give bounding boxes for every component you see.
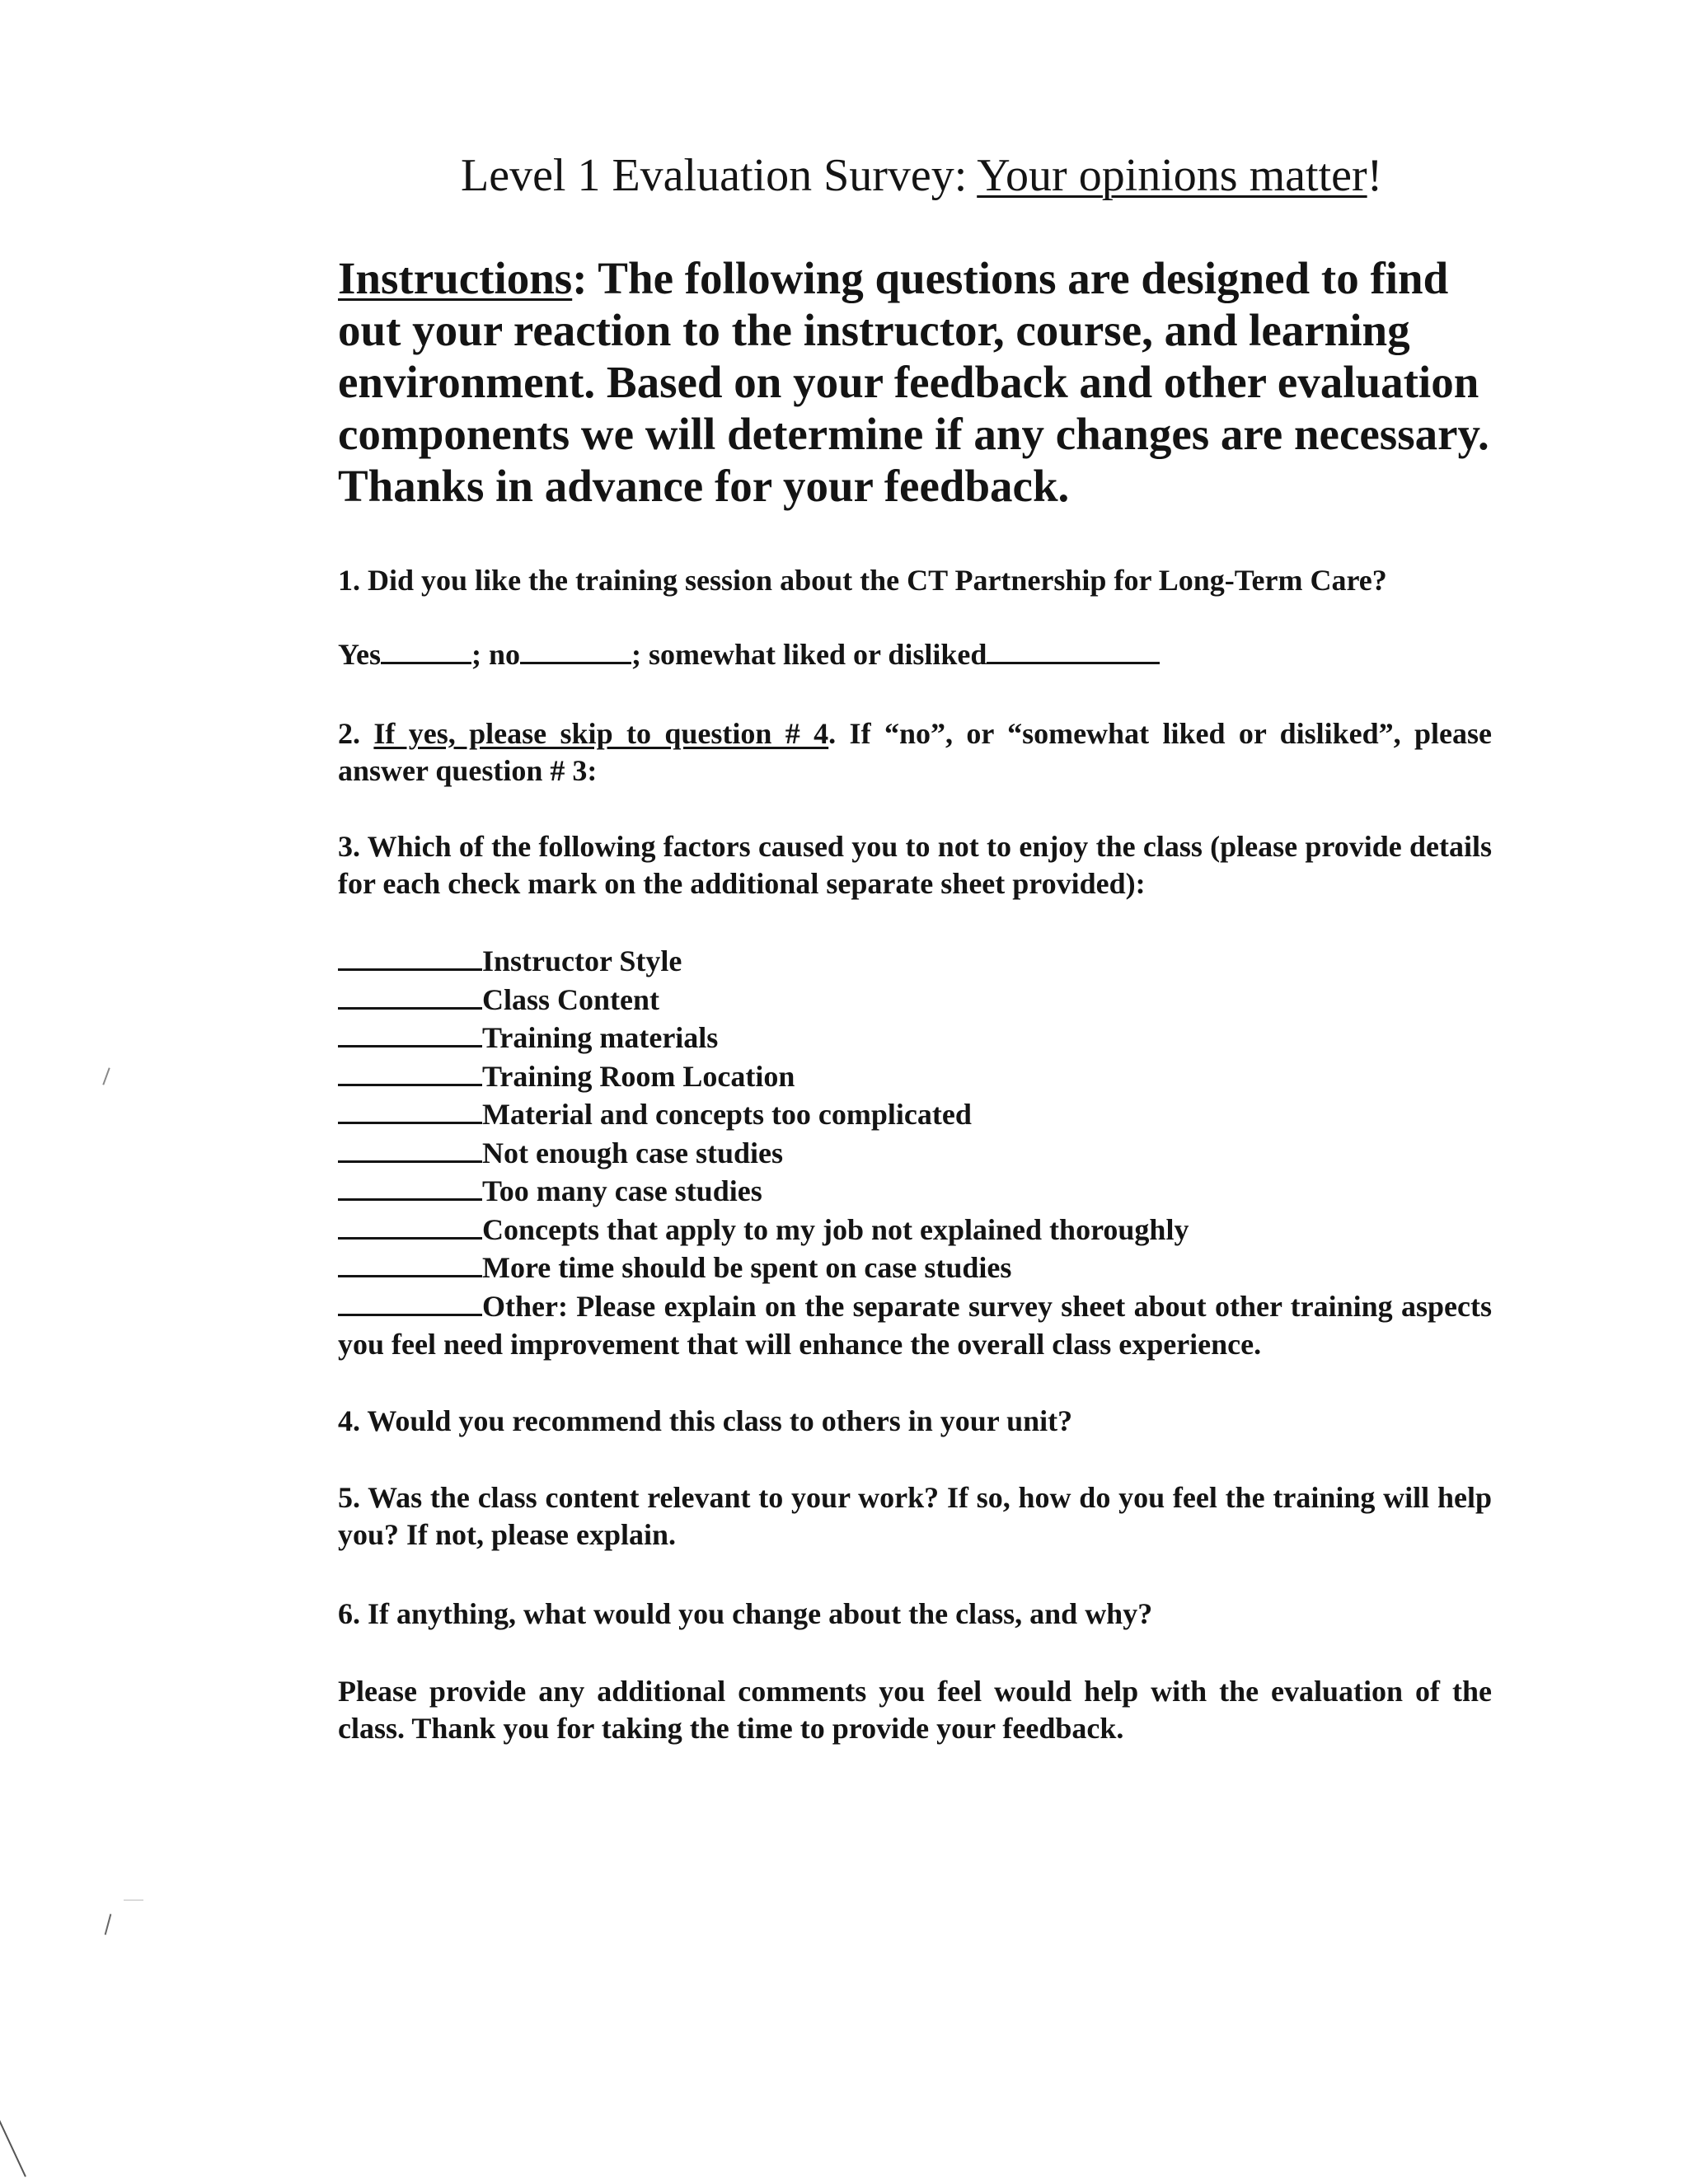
answer-somewhat-label: ; somewhat liked or disliked — [631, 638, 987, 671]
closing-text: Please provide any additional comments you feel would help with the evaluation of the class. Thank you for taking the time to provide your feedback. — [338, 1675, 1492, 1745]
question-3: 3. Which of the following factors caused you to not to enjoy the class (please provide details for each check mark on the additional separate sheet provided): — [338, 830, 1492, 900]
factor-item — [338, 1019, 1492, 1057]
factor-item — [338, 1095, 1492, 1134]
factor-label: Too many case studies — [482, 1174, 762, 1207]
factor-check-blank[interactable] — [338, 1289, 482, 1316]
scan-mark — [0, 2113, 26, 2177]
factor-item — [338, 1134, 1492, 1173]
factor-check-blank[interactable] — [338, 1250, 482, 1277]
question-4: 4. Would you recommend this class to others in your unit? — [338, 1404, 1073, 1437]
factor-check-blank[interactable] — [338, 1097, 482, 1124]
question-5: 5. Was the class content relevant to your work? If so, how do you feel the training will help you? If not, please explain. — [338, 1481, 1492, 1551]
scan-mark — [105, 1914, 112, 1935]
factor-item-other — [338, 1287, 1492, 1364]
factor-label: Concepts that apply to my job not explained thoroughly — [482, 1212, 1189, 1246]
factor-check-blank[interactable] — [338, 1020, 482, 1047]
factor-label: Material and concepts too complicated — [482, 1098, 972, 1131]
factor-check-blank[interactable] — [338, 1174, 482, 1201]
factor-item — [338, 1057, 1492, 1096]
answer-somewhat-blank[interactable] — [987, 637, 1160, 664]
factor-label: Class Content — [482, 982, 660, 1016]
question-1-answers — [338, 636, 1492, 673]
question-2-rest: . If “no”, or “somewhat liked or disliked”, please answer question # 3: — [338, 717, 1493, 787]
factor-checklist — [338, 942, 1492, 1364]
answer-no-blank[interactable] — [520, 637, 631, 664]
factor-label: Training materials — [482, 1021, 719, 1054]
factor-label: More time should be spent on case studies — [482, 1251, 1012, 1284]
factor-item — [338, 1211, 1492, 1249]
title-prefix: Level 1 Evaluation Survey: — [461, 150, 978, 201]
factor-label: Not enough case studies — [482, 1136, 784, 1169]
scan-mark — [102, 1067, 110, 1085]
factor-item — [338, 981, 1492, 1019]
question-2-number: 2. — [338, 717, 374, 750]
question-2-skip-instruction: If yes, please skip to question # 4 — [373, 717, 829, 750]
instructions-text: : The following questions are designed to find out your reaction to the instructor, course, and learning environment. Based on your feedback and other evaluation components we will determine if any changes are necessary. Thanks in advance for your feedback. — [338, 253, 1489, 511]
factor-item — [338, 1249, 1492, 1287]
factor-other-label: Other: Please explain on the separate survey sheet about other training aspects you feel need improvement that will enhance the overall class experience. — [338, 1289, 1492, 1361]
instructions-block — [338, 252, 1492, 512]
factor-check-blank[interactable] — [338, 1136, 482, 1163]
instructions-label: Instructions — [338, 253, 573, 303]
factor-check-blank[interactable] — [338, 944, 482, 971]
factor-check-blank[interactable] — [338, 982, 482, 1010]
factor-check-blank[interactable] — [338, 1059, 482, 1086]
answer-yes-label: Yes — [338, 638, 381, 671]
factor-label: Training Room Location — [482, 1059, 795, 1093]
question-1: 1. Did you like the training session about the CT Partnership for Long-Term Care? — [338, 564, 1387, 597]
question-6: 6. If anything, what would you change about the class, and why? — [338, 1597, 1153, 1630]
question-2 — [338, 715, 1492, 790]
title-suffix: ! — [1367, 150, 1383, 201]
survey-title — [461, 147, 1382, 204]
factor-item — [338, 1172, 1492, 1211]
answer-yes-blank[interactable] — [381, 637, 471, 664]
factor-check-blank[interactable] — [338, 1212, 482, 1240]
factor-item — [338, 942, 1492, 981]
factor-label: Instructor Style — [482, 944, 682, 977]
answer-no-label: ; no — [471, 638, 521, 671]
title-emphasis: Your opinions matter — [977, 150, 1367, 201]
